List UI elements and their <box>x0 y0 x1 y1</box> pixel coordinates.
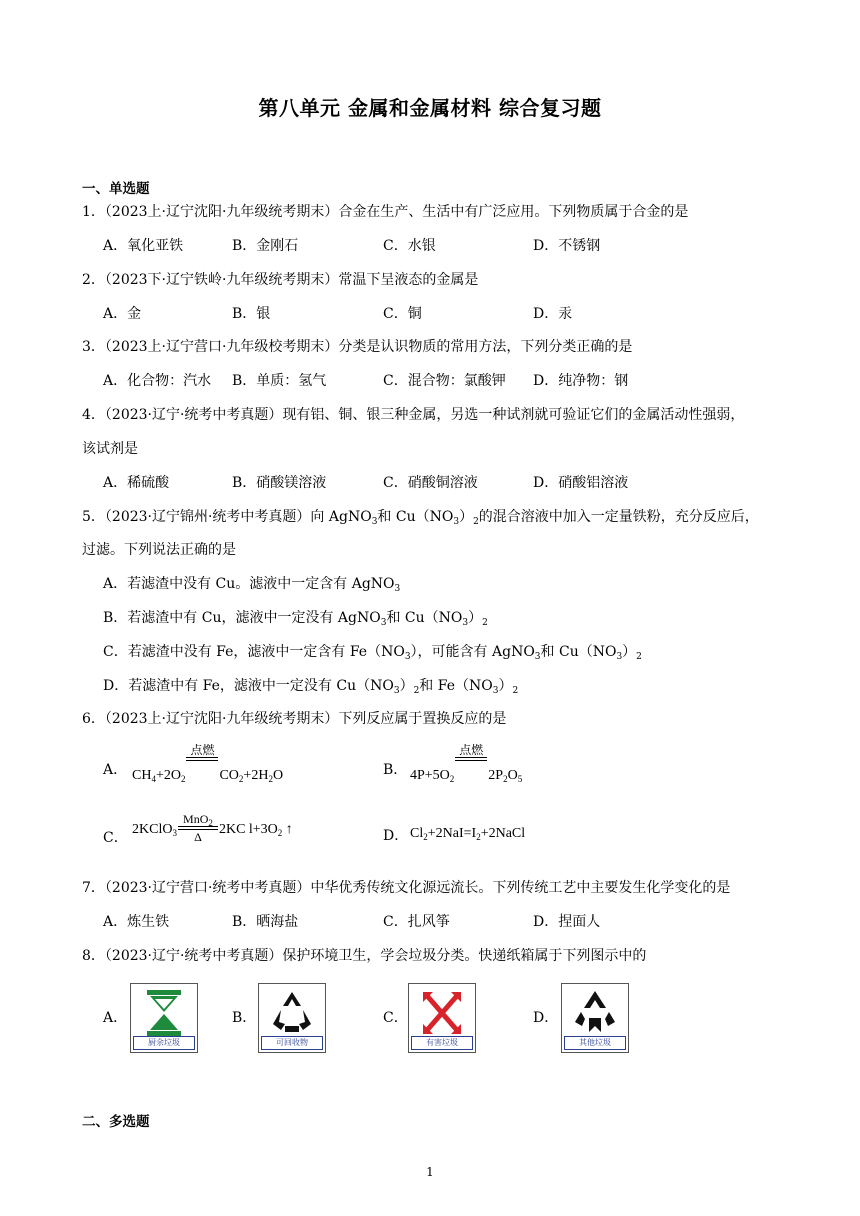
q8-option-d-label[interactable]: D． <box>533 1010 559 1026</box>
q6-option-d-equation[interactable]: $Cl_2+2NaI=I_2+2NaCl$ <box>410 826 526 842</box>
question-3-stem: 3．（2023上·辽宁营口·九年级校考期末）分类是认识物质的常用方法，下列分类正确的是 <box>82 339 633 355</box>
q1-option-a[interactable]: A．氧化亚铁 <box>103 238 184 254</box>
recyclable-caption: 可回收物 <box>261 1036 323 1050</box>
question-2-stem: 2．（2023下·辽宁铁岭·九年级统考期末）常温下呈液态的金属是 <box>82 272 479 288</box>
q4-option-a[interactable]: A．稀硫酸 <box>103 475 170 491</box>
section-heading-single-choice: 一、单选题 <box>82 181 150 197</box>
q4-option-c[interactable]: C．硝酸铜溶液 <box>383 475 478 491</box>
section-heading-multiple-choice: 二、多选题 <box>82 1114 150 1130</box>
q5-option-d[interactable]: D．若滤渣中有 Fe，滤液中一定没有 $Cu(NO_3)_2$和 $Fe(NO_3)_2$ <box>103 678 519 696</box>
q7-option-a[interactable]: A．炼生铁 <box>103 914 170 930</box>
q1-option-c[interactable]: C．水银 <box>383 238 436 254</box>
q7-option-d[interactable]: D．捏面人 <box>533 914 601 930</box>
q3-option-d[interactable]: D．纯净物：钢 <box>533 373 629 389</box>
q4-option-d[interactable]: D．硝酸铝溶液 <box>533 475 629 491</box>
q6-option-b-equation[interactable]: $4P+5O_2$ 点燃 $2P_2O_5$ <box>410 743 523 785</box>
question-4-stem-line1: 4．（2023·辽宁·统考中考真题）现有铝、铜、银三种金属，另选一种试剂就可验证它们的金属活动性强弱， <box>82 407 745 423</box>
q5-option-b[interactable]: B．若滤渣中有 Cu，滤液中一定没有 AgNO$_3$和 $Cu(NO_3)_2$ <box>103 610 488 628</box>
question-5-stem-line1: 5．（2023·辽宁锦州·统考中考真题）向 AgNO$_3$和 $Cu(NO_3)_2$的混合溶液中加入一定量铁粉，充分反应后， <box>82 509 759 527</box>
q2-option-c[interactable]: C．铜 <box>383 306 422 322</box>
q6-option-a-equation[interactable]: $CH_4+2O_2$ 点燃 $CO_2+2H_2O$ <box>132 743 284 785</box>
question-4-stem-line2: 该试剂是 <box>82 441 138 457</box>
recyclable-sign[interactable] <box>258 983 326 1053</box>
recycle-icon <box>267 988 317 1038</box>
q4-option-b[interactable]: B．硝酸镁溶液 <box>232 475 327 491</box>
hazardous-waste-caption: 有害垃圾 <box>411 1036 473 1050</box>
q8-option-b-label[interactable]: B． <box>232 1010 257 1026</box>
q3-option-b[interactable]: B．单质：氢气 <box>232 373 327 389</box>
other-waste-icon <box>570 988 620 1038</box>
q7-option-b[interactable]: B．晒海盐 <box>232 914 299 930</box>
kitchen-waste-icon <box>139 988 189 1038</box>
q7-option-c[interactable]: C．扎风筝 <box>383 914 450 930</box>
q6-option-a-label[interactable]: A． <box>103 762 128 778</box>
question-7-stem: 7．（2023·辽宁营口·统考中考真题）中华优秀传统文化源远流长。下列传统工艺中主要发生化学变化的是 <box>82 880 731 896</box>
q5-option-c[interactable]: C．若滤渣中没有 Fe，滤液中一定含有 $Fe(NO_3)$，可能含有 AgNO$_3$和 $Cu(NO_3)_2$ <box>103 644 642 662</box>
q6-option-c-equation[interactable]: 2KClO$_3$ MnO$_2$ Δ 2KC $l+3O_2$ ↑ <box>132 812 293 844</box>
page-number: 1 <box>426 1165 434 1179</box>
question-6-stem: 6．（2023上·辽宁沈阳·九年级统考期末）下列反应属于置换反应的是 <box>82 711 507 727</box>
q8-option-c-label[interactable]: C． <box>383 1010 408 1026</box>
q6-option-b-label[interactable]: B． <box>383 762 408 778</box>
other-waste-caption: 其他垃圾 <box>564 1036 626 1050</box>
kitchen-waste-sign[interactable] <box>130 983 198 1053</box>
other-waste-sign[interactable] <box>561 983 629 1053</box>
q6-option-c-label[interactable]: C． <box>103 830 128 846</box>
q2-option-b[interactable]: B．银 <box>232 306 271 322</box>
hazardous-waste-sign[interactable] <box>408 983 476 1053</box>
q2-option-a[interactable]: A．金 <box>103 306 142 322</box>
question-5-stem-line2: 过滤。下列说法正确的是 <box>82 542 236 558</box>
q5-option-a[interactable]: A．若滤渣中没有 Cu。滤液中一定含有 AgNO$_3$ <box>103 576 401 594</box>
q1-option-b[interactable]: B．金刚石 <box>232 238 299 254</box>
q3-option-a[interactable]: A．化合物：汽水 <box>103 373 212 389</box>
page-title: 第八单元 金属和金属材料 综合复习题 <box>258 96 602 120</box>
question-1-stem: 1．（2023上·辽宁沈阳·九年级统考期末）合金在生产、生活中有广泛应用。下列物质属于合金的是 <box>82 204 689 220</box>
kitchen-waste-caption: 厨余垃圾 <box>133 1036 195 1050</box>
q6-option-d-label[interactable]: D． <box>383 828 409 844</box>
q3-option-c[interactable]: C．混合物：氯酸钾 <box>383 373 506 389</box>
q2-option-d[interactable]: D．汞 <box>533 306 573 322</box>
q1-option-d[interactable]: D．不锈钢 <box>533 238 601 254</box>
question-8-stem: 8．（2023·辽宁·统考中考真题）保护环境卫生，学会垃圾分类。快递纸箱属于下列图示中的 <box>82 948 647 964</box>
hazardous-waste-icon <box>417 988 467 1038</box>
q8-option-a-label[interactable]: A． <box>103 1010 128 1026</box>
